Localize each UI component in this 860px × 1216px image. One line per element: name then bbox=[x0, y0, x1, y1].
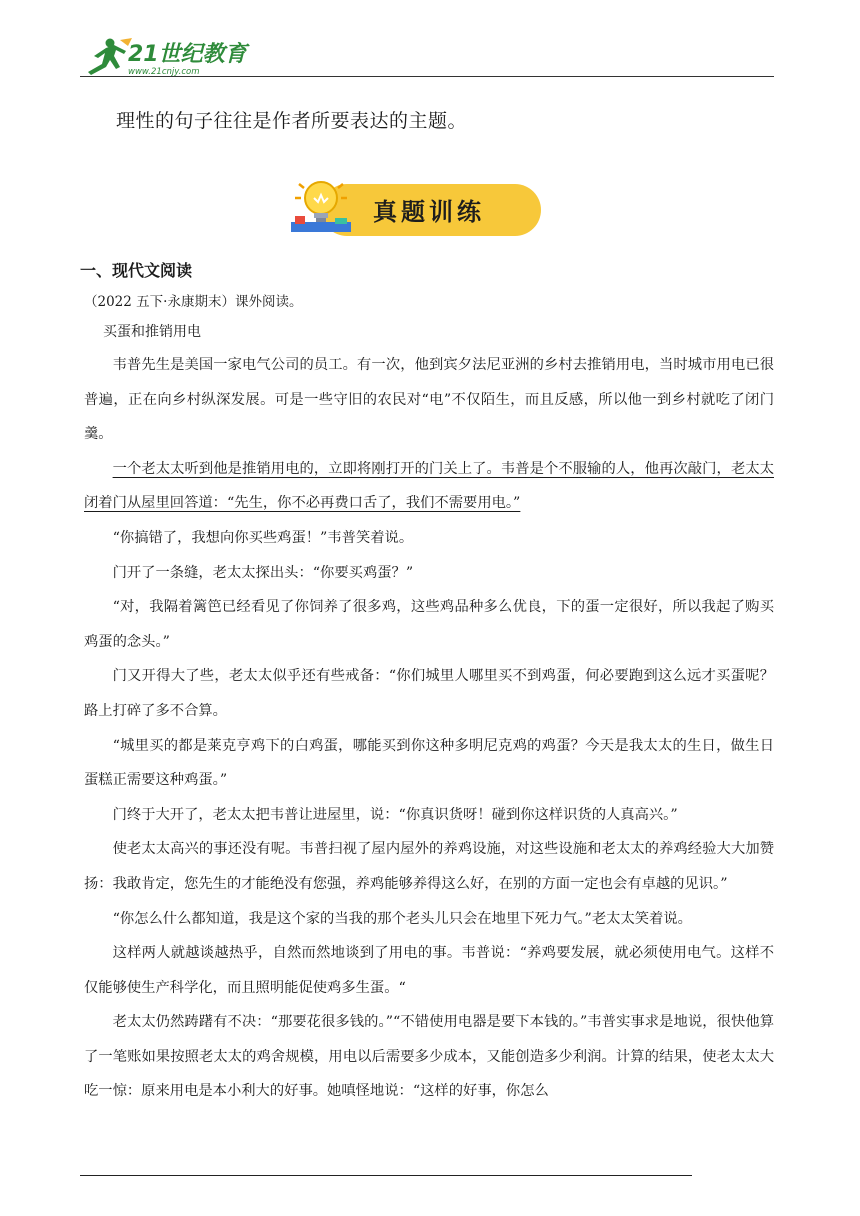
passage-body bbox=[84, 348, 774, 1109]
question-source: （2022 五下·永康期末）课外阅读。 bbox=[84, 294, 303, 310]
paragraph: 门开了一条缝，老太太探出头：“你要买鸡蛋？” bbox=[112, 564, 414, 581]
banner-label: 真题训练 bbox=[373, 197, 485, 226]
paragraph: “你怎么什么都知道，我是这个家的当我的那个老头儿只会在地里下死力气。”老太太笑着说。 bbox=[112, 910, 692, 927]
paragraph: 这样两人就越谈越热乎，自然而然地谈到了用电的事。韦普说：“养鸡要发展，就必须使用电气。这样不仅能够使生产科学化，而且照明能促使鸡多生蛋。“ bbox=[84, 945, 774, 996]
paragraph: “城里买的都是莱克亨鸡下的白鸡蛋，哪能买到你这种多明尼克鸡的鸡蛋？今天是我太太的生日，做生日蛋糕正需要这种鸡蛋。” bbox=[84, 737, 774, 789]
lead-text: 理性的句子往往是作者所要表达的主题。 bbox=[116, 110, 468, 132]
paragraph: 使老太太高兴的事还没有呢。韦普扫视了屋内屋外的养鸡设施，对这些设施和老太太的养鸡经验大大加赞扬：我敢肯定，您先生的才能绝没有您强，养鸡能够养得这么好，在别的方面一定也会有卓越的见识。” bbox=[84, 841, 774, 892]
section-title: 一、现代文阅读 bbox=[80, 261, 193, 280]
section-banner bbox=[285, 172, 547, 242]
header-rule bbox=[80, 76, 774, 77]
site-logo bbox=[80, 36, 250, 78]
story-title: 买蛋和推销用电 bbox=[103, 324, 201, 340]
svg-text:www.21cnjy.com: www.21cnjy.com bbox=[128, 67, 200, 77]
paragraph: “你搞错了，我想向你买些鸡蛋！”韦普笑着说。 bbox=[112, 529, 414, 546]
paragraph: “对，我隔着篱笆已经看见了你饲养了很多鸡，这些鸡品种多么优良，下的蛋一定很好，所以我起了购买鸡蛋的念头。” bbox=[84, 599, 774, 650]
footer-rule bbox=[80, 1175, 692, 1176]
svg-text:21世纪教育: 21世纪教育 bbox=[128, 42, 247, 67]
page-header bbox=[80, 30, 774, 80]
paragraph-underlined: 一个老太太听到他是推销用电的，立即将刚打开的门关上了。韦普是个不服输的人，他再次敲门，老太太闭着门从屋里回答道：“先生，你不必再费口舌了，我们不需要用电。” bbox=[84, 460, 774, 512]
logo-wordmark bbox=[128, 41, 250, 77]
paragraph: 老太太仍然踌躇有不决：“那要花很多钱的。”“不错使用电器是要下本钱的。”韦普实事求是地说，很快他算了一笔账如果按照老太太的鸡舍规模，用电以后需要多少成本，又能创造多少利润。计算的结果，使老太太大吃一惊：原来用电是本小利大的好事。她嗔怪地说：“这样的好事，你怎么 bbox=[84, 1014, 774, 1100]
paragraph: 门又开得大了些，老太太似乎还有些戒备：“你们城里人哪里买不到鸡蛋，何必要跑到这么远才买蛋呢？路上打碎了多不合算。 bbox=[84, 668, 774, 719]
runner-icon bbox=[88, 38, 132, 75]
paragraph: 门终于大开了，老太太把韦普让进屋里，说：“你真识货呀！碰到你这样识货的人真高兴。” bbox=[112, 806, 678, 823]
paragraph: 韦普先生是美国一家电气公司的员工。有一次，他到宾夕法尼亚洲的乡村去推销用电，当时城市用电已很普遍，正在向乡村纵深发展。可是一些守旧的农民对“电”不仅陌生，而且反感，所以他一到乡村就吃了闭门羹。 bbox=[84, 357, 774, 443]
